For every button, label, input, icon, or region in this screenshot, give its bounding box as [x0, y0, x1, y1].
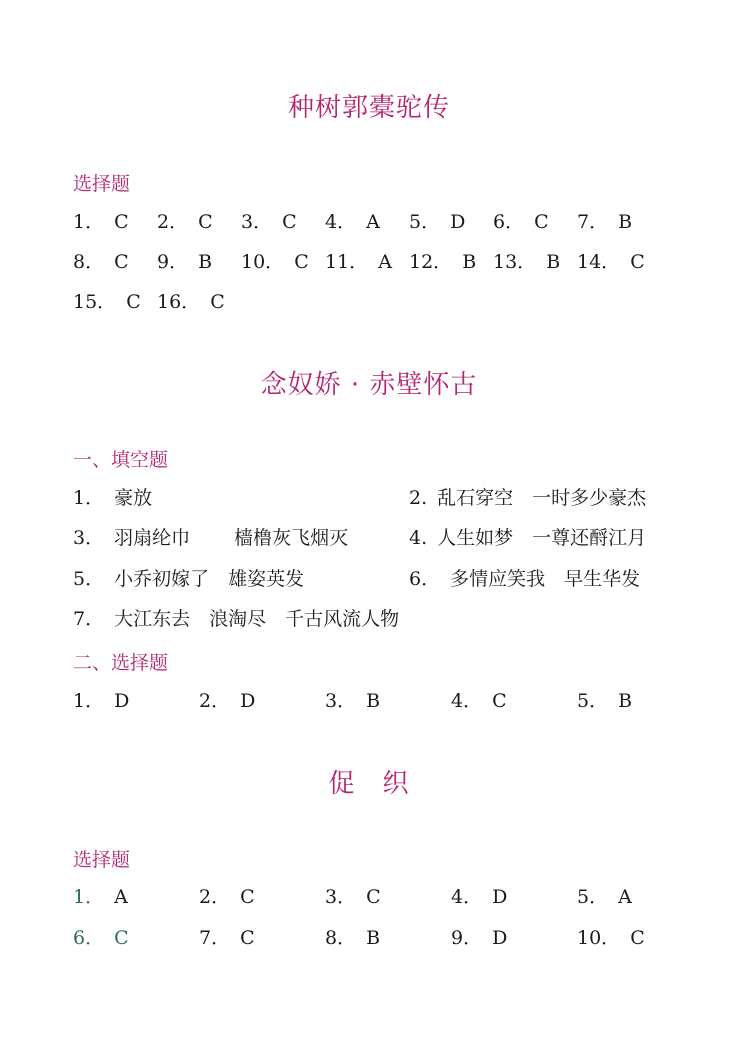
- answer-item: 1． 豪放: [73, 487, 153, 509]
- answer-item: 7． C: [199, 927, 255, 949]
- answer-item: 1． D: [73, 690, 130, 712]
- section-2-title: 念奴娇 · 赤壁怀古: [260, 370, 478, 400]
- answer-item: 6． C: [493, 211, 549, 233]
- answer-item: 5． B: [577, 690, 633, 712]
- answer-item: 2． C: [199, 886, 255, 908]
- answer-item: 8． C: [73, 251, 129, 273]
- answer-row: [0, 606, 738, 632]
- answer-item: 3． B: [325, 690, 381, 712]
- answer-item: 10． C: [241, 251, 309, 273]
- answer-row: [0, 884, 738, 910]
- answer-item: 2. 乱石穿空 一时多少豪杰: [409, 487, 647, 509]
- answer-item: 12． B: [409, 251, 477, 273]
- answer-item: 5． 小乔初嫁了 雄姿英发: [73, 568, 305, 590]
- answer-row: [0, 688, 738, 714]
- answer-item: 6． C: [73, 927, 129, 949]
- answer-row: [0, 925, 738, 951]
- answer-item: 3． 羽扇纶巾 樯橹灰飞烟灭: [73, 527, 349, 549]
- answer-item: 3． C: [325, 886, 381, 908]
- answer-row: [0, 289, 738, 315]
- answer-item: 14． C: [577, 251, 645, 273]
- answer-row: [0, 485, 738, 511]
- answer-item: 2． D: [199, 690, 256, 712]
- answer-item: 4． D: [451, 886, 508, 908]
- answer-row: [0, 525, 738, 551]
- section-3-subtitle: 选择题: [73, 849, 131, 871]
- answer-item: 9． D: [451, 927, 508, 949]
- answer-item: 5． A: [577, 886, 632, 908]
- section-1-title: 种树郭橐驼传: [287, 93, 450, 123]
- answer-row: [0, 566, 738, 592]
- section-3-title: 促 织: [328, 769, 410, 799]
- answer-item: 2． C: [157, 211, 213, 233]
- answer-item: 10． C: [577, 927, 645, 949]
- answer-item: 15． C: [73, 291, 141, 313]
- answer-row: [0, 249, 738, 275]
- answer-item: 7． 大江东去 浪淘尽 千古风流人物: [73, 608, 400, 630]
- answer-item: 16． C: [157, 291, 225, 313]
- answer-item: 13． B: [493, 251, 561, 273]
- answer-item: 7． B: [577, 211, 633, 233]
- answer-item: 9． B: [157, 251, 213, 273]
- answer-item: 4． A: [325, 211, 380, 233]
- answer-item: 8． B: [325, 927, 381, 949]
- answer-row: [0, 209, 738, 235]
- answer-item: 5． D: [409, 211, 466, 233]
- answer-item: 1． C: [73, 211, 129, 233]
- answer-item: 6． 多情应笑我 早生华发: [409, 568, 641, 590]
- answer-item: 4． C: [451, 690, 507, 712]
- section-2-part-2-subtitle: 二、选择题: [73, 652, 169, 674]
- answer-item: 11． A: [325, 251, 392, 273]
- section-2-part-1-subtitle: 一、填空题: [73, 449, 169, 471]
- answer-item: 1． A: [73, 886, 128, 908]
- answer-item: 4. 人生如梦 一尊还酹江月: [409, 527, 647, 549]
- answer-item: 3． C: [241, 211, 297, 233]
- section-1-subtitle: 选择题: [73, 173, 131, 195]
